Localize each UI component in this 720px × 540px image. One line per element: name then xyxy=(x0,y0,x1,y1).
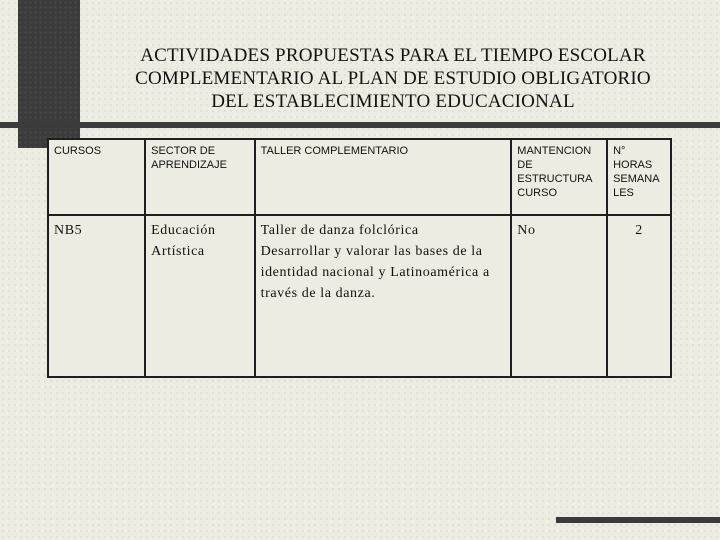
mantencion-value: No xyxy=(517,223,536,238)
curso-value: NB5 xyxy=(54,223,83,238)
cell-horas xyxy=(607,215,671,377)
cell-sector xyxy=(145,215,254,377)
title-line-3: DEL ESTABLECIMIENTO EDUCACIONAL xyxy=(211,91,575,112)
taller-line: identidad nacional y Latinoamérica a xyxy=(260,265,490,280)
sector-line: Educación xyxy=(151,223,216,238)
header-taller xyxy=(255,139,512,215)
header-text: CURSOS xyxy=(54,145,102,157)
bottom-divider xyxy=(556,517,720,523)
table-row xyxy=(48,215,671,377)
header-text: DE xyxy=(517,159,533,171)
header-text: HORAS xyxy=(613,159,653,171)
cell-mantencion xyxy=(511,215,607,377)
header-text: MANTENCION xyxy=(517,145,592,157)
cell-taller xyxy=(255,215,512,377)
header-text: ESTRUCTURA xyxy=(517,173,593,185)
horas-value: 2 xyxy=(635,223,643,238)
header-horas xyxy=(607,139,671,215)
header-text: SECTOR DE xyxy=(151,145,216,157)
title-line-1: ACTIVIDADES PROPUESTAS PARA EL TIEMPO ESCOLAR xyxy=(140,45,646,66)
header-sector xyxy=(145,139,254,215)
title-line-2: COMPLEMENTARIO AL PLAN DE ESTUDIO OBLIGATORIO xyxy=(135,68,651,89)
header-text: LES xyxy=(613,187,634,199)
header-text: SEMANA xyxy=(613,173,660,185)
header-text: N° xyxy=(613,145,626,157)
header-text: CURSO xyxy=(517,187,558,199)
sector-line: Artística xyxy=(151,244,205,259)
header-text: TALLER COMPLEMENTARIO xyxy=(260,145,409,157)
taller-line: Desarrollar y valorar las bases de la xyxy=(260,244,483,259)
activities-table xyxy=(47,138,672,378)
table-header-row xyxy=(48,139,671,215)
page-title xyxy=(98,44,688,113)
taller-line: través de la danza. xyxy=(260,286,376,301)
cell-curso xyxy=(48,215,145,377)
top-divider xyxy=(0,122,720,128)
header-mantencion xyxy=(511,139,607,215)
taller-line: Taller de danza folclórica xyxy=(260,223,419,238)
header-cursos xyxy=(48,139,145,215)
header-text: APRENDIZAJE xyxy=(151,159,227,171)
